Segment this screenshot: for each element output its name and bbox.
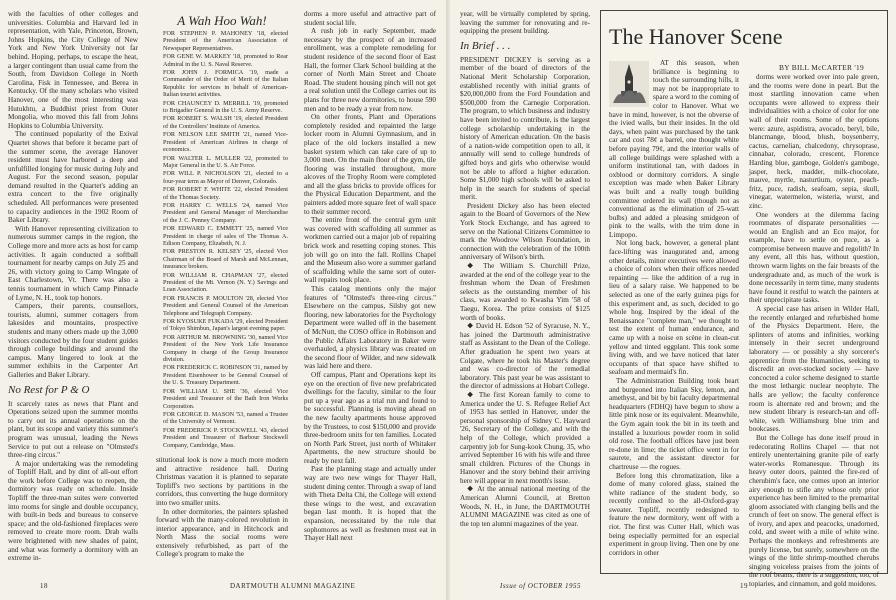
list-item: FOR HARRY C. WELLS '24, named Vice President and General Manager of Merchandise of the J. C. Penney Company.	[163, 201, 288, 224]
paragraph: PRESIDENT DICKEY is serving as a member of the board of directors of the National Merit Scholarship Corporation, established recently with initial grants of $20,000,000 from the Ford Foundation and $500,000 from the Carnegie Corporation. The program, to which business and industry have been invited to contribute, is the largest college scholarship undertaking in the history of American education. On the basis of a nation-wide competition open to all, it annually will send to college hundreds of gifted boys and girls who otherwise would not be able to afford a higher education. Some $1,000 high schools will be asked to help in the search for students of special merit.	[460, 55, 590, 202]
paragraph-text: David H. Edson '52 of Syracuse, N. Y., has joined the Dartmouth administrative staff as Assistant to the Dean of the College. After graduation he spent two years at Colgate, where he took his Master's degree and was co-director of the remedial laboratory. This past year he was assistant to the director of admissions at Hobart College.	[460, 322, 591, 391]
list-item: FOR PRESTON R. KELSEY '25, elected Vice Chairman of the Board of Marsh and McLennan, insurance brokers.	[163, 248, 288, 271]
list-item: FOR KYOSUKE FUKADA '29, elected President of Tokyo Shimbun, Japan's largest evening paper.	[163, 318, 288, 333]
paragraph: A rush job in early September, made necessary by the prospect of an increased enrollment, was a complete remodeling for student residence of the second floor of East Hall, the former Clark School building at the corner of North Main Street and Choate Road. The student housing pinch will not get a real solution until the College carries out its plans for three new dormitories, to house 590 men and to be ready a year from now.	[304, 27, 436, 113]
list-item: FOR STEPHEN P. MAHONEY '18, elected President of the American Association of Newspaper Representatives.	[163, 30, 288, 52]
bullet-icon: ❖	[467, 322, 476, 331]
paragraph: AT this season, when brilliance is beginning to touch the surrounding hills, it may not be inappropriate to spare a word to the coming of color to Hanover. What we have in mind, however, is not the obverse of the ivied walls, but their insides. In the old days, when paint was purchased by the tank car and cost 78¢ a barrel, one thought white before paying 79¢, and the interior walls of all college buildings were splashed with a uniform institutional tan, with dadoes in oxblood or dormitory corridors. A single exception was made when Baker Library was built and a really tough building committee ordered its wall (though not as conventional as the elimination of 25-watt bulbs) and added a pleasing smidgeon of pink to the walls, with the trim done in Limpopo.	[609, 59, 739, 239]
paragraph: In other dormitories, the painters splashed forward with the many-colored revolution in interior appearance, and in Hitchcock and North Mass the social rooms were extensively refurbished, as part of the College's program to make the	[156, 507, 288, 559]
right-page	[450, 0, 896, 600]
paragraph	[460, 485, 590, 528]
list-item: FOR FRANCIS P. MOULTON '28, elected Vice President and General Counsel of the American Telephone and Telegraph Company.	[163, 294, 288, 317]
scene-title: The Hanover Scene	[609, 24, 783, 49]
paragraph: With Hanover representing civilization to numerous summer camps in the region, the College more and more acts as host for camp activities. It again conducted a softball tournament for nearby camps on July 25 and 26, with victory going to Camp Wingate of East Charlestown, Vt. There was also a tennis tournament in which Camp Pinnacle of Lyme, N. H., took top honors.	[8, 224, 138, 302]
list-item: FOR NELSON LEE SMITH '21, named Vice-President of American Airlines in charge of economics.	[163, 131, 288, 154]
paragraph: with the faculties of other colleges and universities. Columbia and Harvard led in representation, with Yale, Princeton, Brown, Johns Hopkins, the City College of New York and New York University not far behind. Hoping, perhaps, to escape the heat, a larger contingent than usual came from the South, from Davidson College in North Carolina, Fisk in Tennessee, and Berea in Kentucky. Of the many scholars who visited Hanover, one of the most interesting was Hutukhtu, a Buddhist priest from Outer Mongolia, who moved this fall from Johns Hopkins to Columbia University.	[8, 10, 138, 130]
paragraph	[460, 322, 590, 391]
paragraph: A special case has arisen in Wilder Hall, the recently enlarged and refurbished home of the Physics Department. Here, the splinters of atoms and infinities, working intensely in their secret underground laboratory — or possibly a shy sorcerer's apprentice from the Humanities, seeking to discredit an over-stocked society — have concocted a color scheme designed to startle the most lethargic nuclear neophyte. The halls are yellow; the faculty conference room is alternate red and brown; and the new student library is research-tan and off-white, with Williamsburg blue trim and bookcases.	[749, 305, 879, 434]
issue-line: Issue of OCTOBER 1955	[500, 582, 581, 590]
left-col-1	[8, 10, 138, 575]
list-item: FOR FREDERICK C. ROBINSON '31, named by President Eisenhower to be General Counsel of the U. S. Treasury Department.	[163, 364, 288, 387]
list-item: FOR FREDERICK P. STOCKWELL '43, elected President and Treasurer of Barbour Stockwell Company, Cambridge, Mass.	[163, 426, 288, 449]
list-item: FOR ROBERT F. WHITE '22, elected President of the Thomas Society.	[163, 186, 288, 201]
paragraph: year, will be virtually completed by spring, leaving the summer for renovating and re-equipping the present building.	[460, 10, 590, 36]
paragraph: Off campus, Plant and Operations kept its eye on the erection of five new prefabricated dwellings for the faculty, similar to the four put up a year ago as a trial run and found to be successful. Planning is moving ahead on the new faculty apartments house approved by the Trustees, to cost $150,000 and provide three-bedroom units for ten families. Located on North Park Street, just north of Whitaker Apartments, the new structure should be ready by next fall.	[304, 370, 436, 465]
page-number: 19	[740, 582, 748, 590]
hanover-scene-box	[600, 10, 888, 589]
paragraph: A major undertaking was the remodeling of Topliff Hall, and by dint of all-out effort the work before College was to reopen, the dormitory was ready on schedule. Inside Topliff the three-man suites were converted into rooms for single and double occupancy, with built-in beds and bureaus to conserve space; and the old-fashioned fireplaces were removed to create more room. Drab walls were brightened with new shades of paint, and what was formerly a dormitory with an extreme in-	[8, 459, 138, 563]
paragraph: President Dickey also has been elected again to the Board of Governors of the New York Stock Exchange, and has agreed to serve on the National Citizens Committee to mark the Woodrow Wilson Foundation, in connection with the celebration of the 100th anniversary of Wilson's birth.	[460, 201, 590, 262]
paragraph: But the College has done itself proud in redecorating Rollins Chapel — that not entirely unentertaining granite pile of early water-works Romanesque. Through its heavy outer doors, painted the fire-red of cherubim's face, one comes upon an interior airy enough to stifle any whose only prior experience has been limited to the premarital gloom associated with clanging bells and the crunch of feet on snow. The general effect is of ivory, and apex and peacocks, unadorned, cold, and sweet with a mile of white wine. Perhaps the monkeys and refreshments are purely license, but surely, somewhere on the wings of the little shrimp-mouthed cherubs singing voiceless praises from the joints of the roof beams, there is a suggestion, too, of topiaries, and cinnamon, and gold moidores.	[749, 433, 879, 589]
list-item: FOR GEORGE D. MASON '53, named a Trustee of the University of Vermont.	[163, 410, 288, 426]
page-number: 18	[40, 582, 48, 590]
paragraph: dorms were worked over into pale green, and the rooms were done in pearl. But the most startling innovation came when occupants were allowed to express their individualities with a choice of color for one wall of their rooms. Some of the options were: azure, aspidistra, avocado, beryl, bile, blancmange, blood, blush, boysenberry, cactus, carnelian, chalcedony, chrysoprase, cinnabar, colorado, crescent, Florence Harding blue, gamboge, Golden's gamboge, jasper, heck, madder, milk-chocolate, mauve, myrtle, nasturtium, oyster, peach-fritz, puce, radish, seafoam, sepia, skull, vinegar, watermelon, wisteria, wurst, and zinc.	[749, 73, 879, 210]
paragraph: Past the planning stage and actually under way are two new wings for Thayer Hall, student dining center. Through a swap of land with Theta Delta Chi, the College will extend these wings to the west, and excavation began last month. It is hoped that the expansion, necessitated by the rule that sophomores as well as freshmen must eat in Thayer Hall next	[304, 465, 436, 543]
paragraph-text: The William S. Churchill Prize, awarded at the end of the college year to the freshman whom the Dean of Freshmen selects as the outstanding member of his class, was awarded to Kwasha Yim '58 of Taegu, Korea. The prize consists of $125 worth of books.	[460, 262, 590, 322]
list-item: FOR ROBERT S. WALSH '19, elected President of the Controllers' Institute of America.	[163, 115, 288, 130]
section-heading: A Wah Hoo Wah!	[177, 13, 267, 28]
magazine-name: DARTMOUTH ALUMNI MAGAZINE	[230, 582, 356, 590]
list-item: FOR WILLIAM R. CHAPMAN '27, elected President of the Mt. Vernon (N. Y.) Savings and Loan Association.	[163, 271, 288, 294]
paragraph: One wonders at the dilemma facing roommates of disparate personalities — would an English and an Eco major, for example, have to settle on puce, as a compromise between mauve and regolith? In any event, all this has, without question, thrown warm lights on the fair breasts of the undergraduate and, as much of the work is done necessarily in term time, many students have found it restful to watch the painters at their unprecipitate tasks.	[749, 210, 879, 305]
paragraph: dorms a more useful and attractive part of student social life.	[304, 10, 436, 27]
paragraph: Before long this chromatization, like a dome of many colored glass, stained the white radiance of the student body, so recently confined to the all-Oxford-gray sweater. Topliff, recently redesigned to feature the new dormitory, went off with a riot. The first was Cutter Hall, which was being especially permitted for an especial experiment in group living. Then one by one corridors in other	[609, 471, 739, 557]
paragraph	[460, 391, 590, 486]
paragraph: Campers, their parents, counsellors, tourists, alumni, summer cottagers from lakesides and mountains, prospective students and many others made up the 3,000 visitors conducted by the four student guides through college buildings and around the campus. Many lingered to look at the summer exhibits in the Carpenter Art Galleries and Baker Library.	[8, 302, 138, 379]
bullet-icon: ❖	[467, 485, 478, 494]
list-item: FOR WILL P. NICHOLSON '21, elected to a four-year term as Mayor of Denver, Colorado.	[163, 170, 288, 185]
left-col-3	[304, 10, 436, 575]
list-item: FOR ARTHUR M. BROWNING '30, named Vice President of the New York Life Insurance Company in charge of the Group Insurance division.	[163, 333, 288, 364]
paragraph: The continued popularity of the Exival Quartet shows that before it became part of the summer scene, the average Hanover resident must have harbored a deep and unfulfilled longing for music during July and August. For the second season, popular demand resulted in the Quartet's adding an extra concert to the five originally scheduled. All performances were presented to capacity audiences in the 1902 Room of Baker Library.	[8, 130, 138, 225]
section-heading: No Rest for P & O	[8, 383, 90, 396]
list-item: FOR EDWARD C. EMMETT '25, named Vice President in charge of sales of The Thomas A. Edison Company, Elizabeth, N. J.	[163, 225, 288, 247]
church-steeple-illustration	[609, 61, 649, 107]
right-col-1	[460, 10, 590, 575]
list-item: FOR JOHN J. FORMICA '19, made a Commander of the Order of Merit of the Italian Republic for services in behalf of American-Italian tourist activities.	[163, 69, 288, 99]
paragraph	[460, 262, 590, 322]
paragraph: On other fronts, Plant and Operations completely resided and repainted the large locker room in Alumni Gymnasium, and in place of the old lockers installed a new basket system which can take care of up to 3,000 men. On the main floor of the gym, tile flooring was installed throughout, more alcoves of the Trophy Room were completed and all the glass bricks to provide offices for the Physical Education Department, and the painters added more square feet of wall space to their summer record.	[304, 113, 436, 216]
paragraph: The Administration Building took heart and burgeoned into Italian Sky, lemon, and amethyst, and bit by bit faculty departmental headquarters (FDHQ) have begun to show a little pink nose or its equivalent. Meanwhile, the Gym again took the bit in its teeth and installed a luxurious powder room in solid old rose. The football offices have just been re-done in lime; the ticket office went in for saurete, and the assistant director for chartreuse — the rogues.	[609, 376, 739, 471]
left-page	[0, 0, 446, 600]
left-col-2	[156, 10, 288, 575]
paragraph: It scarcely rates as news that Plant and Operations seized upon the summer months to carry out its annual operations on the plant, but its scope and variety this summer's program was unusual, leading the News Service to put out a release on "Olmsted's three-ring circus."	[8, 399, 138, 460]
paragraph-text: The first Korean family to come to America under the U. S. Refugee Relief Act of 1953 has settled in Hanover, under the personal sponsorship of Sidney C. Hayward '26, Secretary of the College, and with the help of the College, which provided a carpentry job for Sung-kook Chung, 35, who arrived September 16 with his wife and three small children. Pictures of the Chungs in Hanover and the story behind their arriving here will appear in next month's issue.	[460, 390, 590, 485]
byline: BY BILL McCARTER '19	[779, 63, 864, 72]
list-item: FOR GENE W. MARKEY '18, promoted to Rear Admiral in the U. S. Naval Reserve.	[163, 53, 288, 68]
bullet-icon: ❖	[467, 262, 484, 271]
paragraph: The entire front of the central gym unit was covered with scaffolding all summer as workmen carried out a major job of repairing brick work and resetting coping stones. This job will go on into the fall. Rollins Chapel and the Museum also wore a summer garland of scaffolding while the same sort of outer-wall repairs took place.	[304, 216, 436, 285]
bullet-icon: ❖	[467, 390, 479, 399]
paragraph-text: At the annual national meeting of the American Alumni Council, at Bretton Woods, N. H., in June, the DARTMOUTH ALUMNI MAGAZINE was cited as one of the top ten alumni magazines of the year.	[460, 485, 590, 528]
paragraph: stitutional look is now a much more modern and attractive residence hall. During Christmas vacation it is planned to separate Topliff's two sections by partitions in the corridors, thus converting the huge dormitory into two smaller units.	[156, 455, 288, 507]
paragraph: Not long back, however, a general plant face-lifting was inaugurated and, among other details, minor executives were allowed a choice of colors when their offices needed repainting — like the addition of a rug in lieu of a salary raise. We happened to be selected as one of the early guinea pigs for this experiment and, as such, decided to go whole hog. Inspired by the ideal of the Renaissance "complete man," we thought to test the extent of human endurance, and came up with a noise en scène in clean-cut yellow and tinted eggplant. This took some living with, and we have noticed that later occupants of that space have shifted to seafoam and mermaid's fin.	[609, 239, 739, 377]
list-item: FOR WILLIAM U. SHE '36, elected Vice President and Treasurer of the Bath Iron Works Corporation.	[163, 387, 288, 410]
list-item: FOR CHAUNCEY D. MERRILL '19, promoted to Brigadier General in the U. S. Army Reserve.	[163, 99, 288, 115]
honors-list	[156, 30, 288, 449]
section-heading: In Brief . . .	[460, 39, 511, 52]
list-item: FOR WALTER L. MULLER '22, promoted to Major General in the U. S. Air Force.	[163, 154, 288, 169]
scene-col-1	[609, 59, 739, 567]
scene-col-2	[749, 73, 879, 589]
paragraph: This catalog mentions only the major features of "Olmsted's three-ring circus." Elsewhere on the campus, Silsby got new flooring, new laboratories for the Psychology Department were walled off in the basement of McNutt, the COSO office in Robinson and the Public Affairs Laboratory in Baker were overhauled, a physics library was created on the second floor of Wilder, and new sidewalk was laid here and there.	[304, 285, 436, 371]
